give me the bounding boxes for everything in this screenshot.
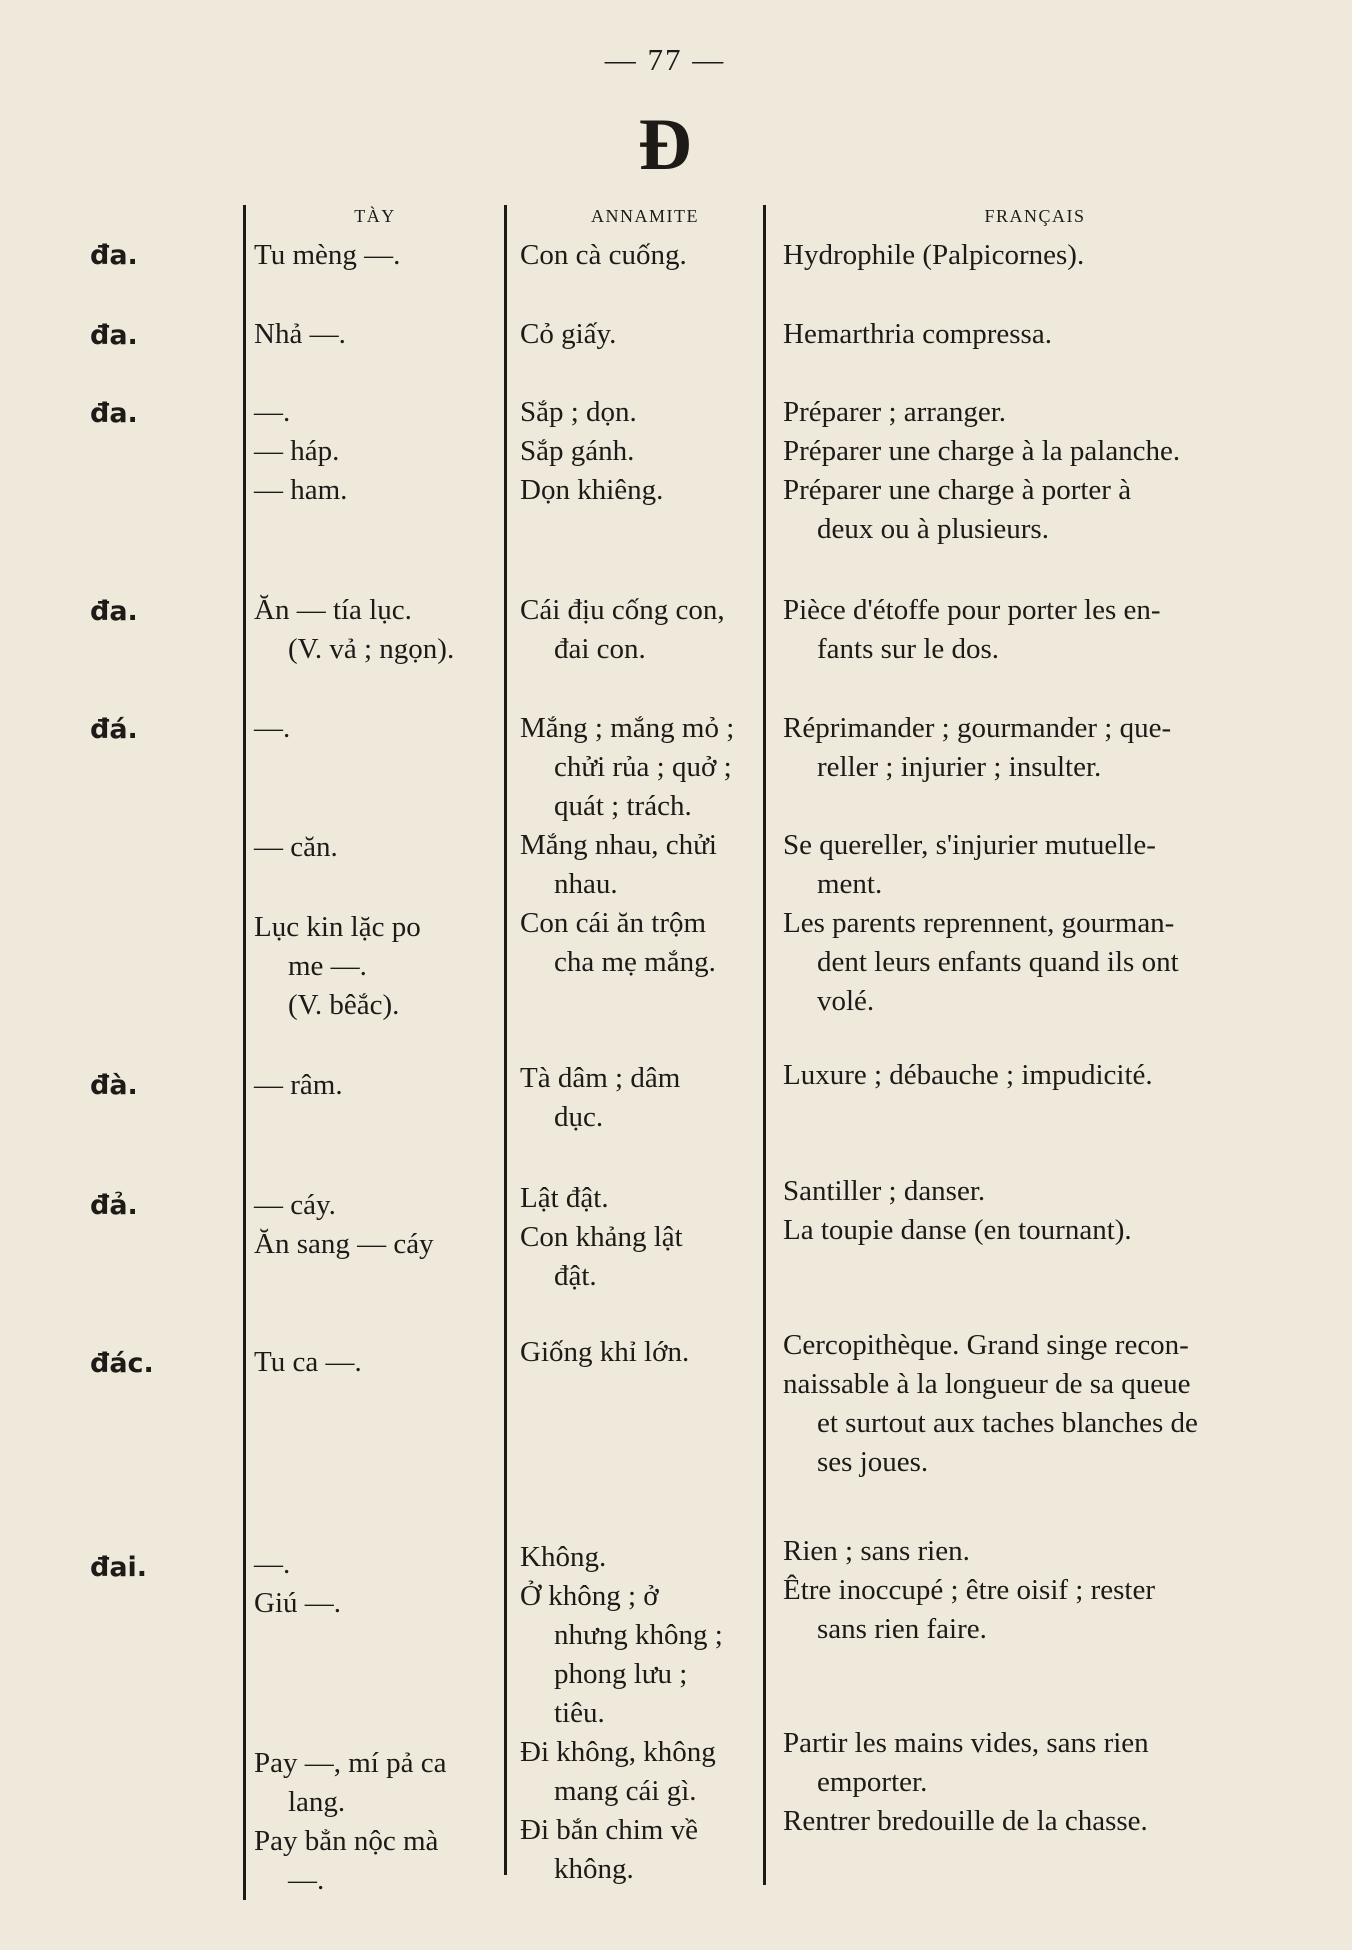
francais-line: Cercopithèque. Grand singe recon- [783, 1329, 1189, 1361]
annamite-line: nhau. [554, 868, 618, 900]
francais-line: Partir les mains vides, sans rien [783, 1727, 1149, 1759]
annamite-cell [520, 236, 765, 275]
headword: đà. [90, 1070, 138, 1101]
annamite-cell [520, 1333, 765, 1372]
headword: đai. [90, 1552, 148, 1583]
annamite-line: phong lưu ; [554, 1658, 688, 1690]
tay-cell [254, 1343, 504, 1382]
francais-line: Les parents reprennent, gourman- [783, 907, 1175, 939]
tay-line: Giú —. [254, 1587, 341, 1619]
francais-line: Rien ; sans rien. [783, 1535, 970, 1567]
annamite-line: Đi không, không [520, 1736, 716, 1768]
tay-line: —. [254, 396, 291, 428]
annamite-cell [520, 591, 765, 669]
column-divider-1 [243, 205, 246, 1900]
francais-line: fants sur le dos. [817, 633, 1000, 665]
tay-line: —. [288, 1864, 325, 1896]
francais-cell [783, 826, 1253, 1021]
francais-line: Préparer une charge à la palanche. [783, 435, 1181, 467]
annamite-line: Cỏ giấy. [520, 318, 617, 350]
annamite-line: Đi bắn chim về [520, 1814, 698, 1846]
tay-line: (V. vả ; ngọn). [288, 633, 455, 665]
annamite-line: không. [554, 1853, 634, 1885]
francais-line: Pièce d'étoffe pour porter les en- [783, 594, 1161, 626]
francais-line: Préparer une charge à porter à [783, 474, 1132, 506]
francais-line: naissable à la longueur de sa queue [783, 1368, 1191, 1400]
annamite-line: Sắp gánh. [520, 435, 635, 467]
page-number: — 77 — [604, 42, 726, 77]
tay-line: Ăn — tía lục. [254, 594, 412, 626]
annamite-cell [520, 315, 765, 354]
tay-line: Pay —, mí pả ca [254, 1747, 447, 1779]
francais-line: Luxure ; débauche ; impudicité. [783, 1059, 1153, 1091]
tay-cell [254, 1066, 504, 1105]
tay-line: (V. bêắc). [288, 989, 400, 1021]
annamite-line: Giống khỉ lớn. [520, 1336, 690, 1368]
tay-line: me —. [288, 950, 367, 982]
tay-cell [254, 709, 504, 748]
headword: đác. [90, 1348, 154, 1379]
francais-line: Santiller ; danser. [783, 1175, 986, 1207]
column-header-tay: TÀY [354, 206, 396, 226]
annamite-line: Con cái ăn trộm [520, 907, 707, 939]
column-header-francais: FRANÇAIS [984, 206, 1086, 226]
annamite-line: Ở không ; ở [520, 1580, 659, 1612]
francais-cell [783, 1056, 1253, 1095]
annamite-line: Cái địu cống con, [520, 594, 725, 626]
annamite-line: Con khảng lật [520, 1221, 683, 1253]
tay-cell [254, 908, 504, 1025]
francais-line: Préparer ; arranger. [783, 396, 1007, 428]
annamite-line: đật. [554, 1260, 597, 1292]
annamite-line: Mắng ; mắng mỏ ; [520, 712, 735, 744]
annamite-line: dục. [554, 1101, 604, 1133]
section-letter: Đ [638, 104, 692, 186]
francais-line: La toupie danse (en tournant). [783, 1214, 1132, 1246]
annamite-line: Không. [520, 1541, 607, 1573]
francais-line: emporter. [817, 1766, 928, 1798]
headword: đả. [90, 1190, 138, 1221]
francais-line: Rentrer bredouille de la chasse. [783, 1805, 1148, 1837]
tay-line: Pay bẳn nộc mà [254, 1825, 439, 1857]
tay-line: — căn. [254, 831, 338, 863]
francais-cell [783, 591, 1253, 669]
francais-cell [783, 1172, 1253, 1250]
headword: đa. [90, 240, 138, 271]
tay-cell [254, 236, 504, 275]
francais-cell [783, 236, 1253, 275]
francais-line: Réprimander ; gourmander ; que- [783, 712, 1172, 744]
annamite-line: Sắp ; dọn. [520, 396, 637, 428]
headword: đa. [90, 320, 138, 351]
tay-line: — râm. [254, 1069, 343, 1101]
headword: đa. [90, 398, 138, 429]
annamite-cell [520, 709, 765, 982]
tay-line: —. [254, 1548, 291, 1580]
annamite-line: Con cà cuống. [520, 239, 687, 271]
annamite-line: chửi rủa ; quở ; [554, 751, 732, 783]
francais-line: ses joues. [817, 1446, 929, 1478]
francais-cell [783, 1326, 1253, 1482]
annamite-line: Mắng nhau, chửi [520, 829, 717, 861]
francais-cell [783, 1724, 1253, 1841]
headword: đa. [90, 596, 138, 627]
francais-line: dent leurs enfants quand ils ont [817, 946, 1179, 978]
tay-line: Nhả —. [254, 318, 346, 350]
tay-cell [254, 393, 504, 510]
tay-cell [254, 1545, 504, 1623]
francais-line: deux ou à plusieurs. [817, 513, 1049, 545]
francais-line: Hemarthria compressa. [783, 318, 1052, 350]
tay-line: Ăn sang — cáy [254, 1228, 434, 1260]
tay-line: — ham. [254, 474, 348, 506]
tay-cell [254, 1744, 504, 1900]
francais-cell [783, 1532, 1253, 1649]
tay-cell [254, 591, 504, 669]
francais-line: Hydrophile (Palpicornes). [783, 239, 1085, 271]
francais-line: et surtout aux taches blanches de [817, 1407, 1198, 1439]
tay-cell [254, 828, 504, 867]
francais-line: Se quereller, s'injurier mutuelle- [783, 829, 1156, 861]
francais-cell [783, 315, 1253, 354]
tay-cell [254, 1186, 504, 1264]
tay-line: Tu mèng —. [254, 239, 401, 271]
francais-cell [783, 709, 1253, 787]
francais-cell [783, 393, 1253, 549]
francais-line: volé. [817, 985, 875, 1017]
annamite-line: Dọn khiêng. [520, 474, 664, 506]
annamite-line: tiêu. [554, 1697, 605, 1729]
annamite-line: đai con. [554, 633, 646, 665]
tay-line: — háp. [254, 435, 340, 467]
tay-cell [254, 315, 504, 354]
annamite-line: Tà dâm ; dâm [520, 1062, 681, 1094]
annamite-line: Lật đật. [520, 1182, 609, 1214]
tay-line: Tu ca —. [254, 1346, 362, 1378]
annamite-cell [520, 1059, 765, 1137]
francais-line: sans rien faire. [817, 1613, 987, 1645]
tay-line: Lục kin lặc po [254, 911, 421, 943]
column-divider-2 [504, 205, 507, 1875]
annamite-cell [520, 1538, 765, 1889]
tay-line: — cáy. [254, 1189, 336, 1221]
annamite-line: nhưng không ; [554, 1619, 723, 1651]
tay-line: —. [254, 712, 291, 744]
tay-line: lang. [288, 1786, 346, 1818]
annamite-line: quát ; trách. [554, 790, 692, 822]
annamite-line: mang cái gì. [554, 1775, 697, 1807]
annamite-cell [520, 393, 765, 510]
francais-line: reller ; injurier ; insulter. [817, 751, 1102, 783]
annamite-cell [520, 1179, 765, 1296]
francais-line: ment. [817, 868, 883, 900]
column-header-annamite: ANNAMITE [591, 206, 699, 226]
headword: đá. [90, 714, 138, 745]
francais-line: Être inoccupé ; être oisif ; rester [783, 1574, 1156, 1606]
annamite-line: cha mẹ mắng. [554, 946, 716, 978]
